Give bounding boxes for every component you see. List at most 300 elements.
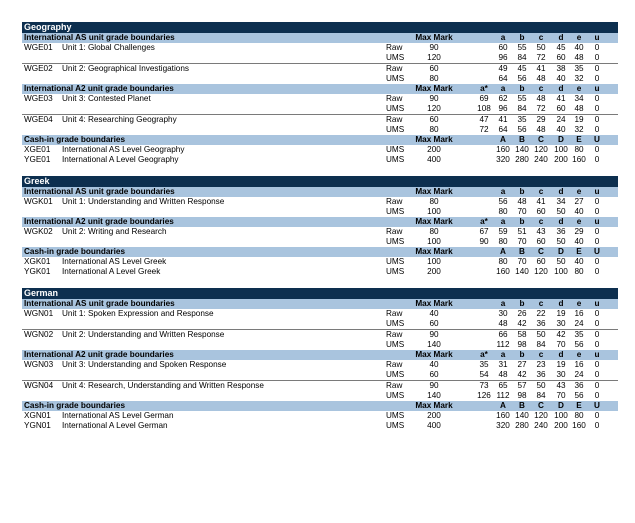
grade-label: E xyxy=(576,247,582,256)
unit-code: WGK02 xyxy=(24,227,53,236)
grade-boundary: 60 xyxy=(556,53,566,62)
grade-boundary: 0 xyxy=(594,381,600,390)
grade-boundary: 140 xyxy=(515,411,529,420)
grade-boundary: 36 xyxy=(536,319,546,328)
grade-label: e xyxy=(576,84,582,93)
grade-label: a* xyxy=(480,217,488,226)
grade-label: A xyxy=(500,247,506,256)
grade-boundary: 90 xyxy=(479,237,489,246)
grade-boundary: 0 xyxy=(594,411,600,420)
grade-boundary: 80 xyxy=(498,207,508,216)
subject-section xyxy=(22,288,618,431)
grade-boundary: 280 xyxy=(515,155,529,164)
block-header-title: International A2 unit grade boundaries xyxy=(24,217,174,226)
grade-boundary: 0 xyxy=(594,360,600,369)
max-mark: 90 xyxy=(429,330,439,339)
grade-label: C xyxy=(538,401,544,410)
grade-label: b xyxy=(519,187,525,196)
table-row xyxy=(22,227,618,237)
grade-label: A xyxy=(500,135,506,144)
grade-boundary: 84 xyxy=(536,340,546,349)
grade-boundary: 42 xyxy=(517,319,527,328)
grade-boundary: 320 xyxy=(496,155,510,164)
grade-label: d xyxy=(558,217,564,226)
grade-boundary: 70 xyxy=(556,391,566,400)
qualification-code: XGN01 xyxy=(24,411,51,420)
grade-boundary: 112 xyxy=(496,391,510,400)
mark-type: UMS xyxy=(386,104,405,113)
unit-code: WGE03 xyxy=(24,94,53,103)
grade-boundary: 160 xyxy=(496,267,510,276)
grade-boundary: 64 xyxy=(498,74,508,83)
max-mark-header: Max Mark xyxy=(415,247,453,256)
mark-type: UMS xyxy=(386,155,405,164)
grade-boundary: 320 xyxy=(496,421,510,430)
max-mark: 400 xyxy=(427,155,441,164)
grade-label: d xyxy=(558,299,564,308)
table-row xyxy=(22,74,618,84)
grade-boundary: 45 xyxy=(556,43,566,52)
grade-boundary: 100 xyxy=(554,411,568,420)
grade-boundary: 56 xyxy=(574,340,584,349)
max-mark: 120 xyxy=(427,53,441,62)
grade-boundary: 96 xyxy=(498,53,508,62)
grade-boundary: 35 xyxy=(574,330,584,339)
grade-label: e xyxy=(576,299,582,308)
grade-boundary: 140 xyxy=(515,267,529,276)
unit-code: WGN02 xyxy=(24,330,54,339)
grade-label: u xyxy=(594,187,600,196)
max-mark: 100 xyxy=(427,237,441,246)
grade-boundary: 160 xyxy=(572,421,586,430)
grade-boundary: 24 xyxy=(574,370,584,379)
grade-boundary: 31 xyxy=(498,360,508,369)
qualification-code: YGK01 xyxy=(24,267,51,276)
mark-type: Raw xyxy=(386,360,403,369)
table-row xyxy=(22,63,618,74)
section-title: Geography xyxy=(22,22,618,33)
grade-label: E xyxy=(576,135,582,144)
grade-boundary: 36 xyxy=(536,370,546,379)
max-mark-header: Max Mark xyxy=(415,84,453,93)
qualification-title: International AS Level Greek xyxy=(62,257,167,266)
unit-title: Unit 4: Researching Geography xyxy=(62,115,177,124)
grade-label: c xyxy=(538,33,544,42)
section-title: German xyxy=(22,288,618,299)
grade-boundary: 45 xyxy=(517,64,527,73)
grade-boundary: 120 xyxy=(534,411,548,420)
table-row xyxy=(22,319,618,329)
unit-title: Unit 3: Contested Planet xyxy=(62,94,151,103)
table-row xyxy=(22,197,618,207)
mark-type: UMS xyxy=(386,53,405,62)
grade-boundary: 30 xyxy=(556,370,566,379)
grade-boundary: 120 xyxy=(534,145,548,154)
grade-boundary: 73 xyxy=(479,381,489,390)
grade-boundary: 0 xyxy=(594,94,600,103)
grade-boundary: 48 xyxy=(498,319,508,328)
grade-boundary: 60 xyxy=(556,104,566,113)
grade-boundary: 16 xyxy=(574,360,584,369)
mark-type: UMS xyxy=(386,207,405,216)
grade-boundary: 35 xyxy=(517,115,527,124)
block-header-title: International AS unit grade boundaries xyxy=(24,33,175,42)
grade-boundary: 24 xyxy=(574,319,584,328)
grade-boundaries-document xyxy=(22,22,618,442)
max-mark: 90 xyxy=(429,94,439,103)
mark-type: UMS xyxy=(386,267,405,276)
unit-title: Unit 1: Understanding and Written Response xyxy=(62,197,225,206)
grade-boundary: 98 xyxy=(517,391,527,400)
grade-boundary: 0 xyxy=(594,104,600,113)
grade-boundary: 80 xyxy=(498,237,508,246)
unit-code: WGN01 xyxy=(24,309,54,318)
grade-boundary: 0 xyxy=(594,145,600,154)
grade-boundary: 0 xyxy=(594,197,600,206)
grade-boundary: 30 xyxy=(498,309,508,318)
grade-boundary: 160 xyxy=(496,411,510,420)
grade-boundary: 48 xyxy=(536,94,546,103)
grade-boundary: 70 xyxy=(517,207,527,216)
qualification-code: XGE01 xyxy=(24,145,51,154)
grade-boundary: 0 xyxy=(594,370,600,379)
grade-boundary: 23 xyxy=(536,360,546,369)
section-title: Greek xyxy=(22,176,618,187)
grade-boundary: 27 xyxy=(574,197,584,206)
grade-boundary: 41 xyxy=(536,197,546,206)
grade-label: a* xyxy=(480,350,488,359)
max-mark: 40 xyxy=(429,309,439,318)
grade-boundary: 50 xyxy=(536,381,546,390)
grade-label: c xyxy=(538,299,544,308)
max-mark: 140 xyxy=(427,340,441,349)
grade-label: d xyxy=(558,350,564,359)
grade-boundary: 51 xyxy=(517,227,527,236)
max-mark: 60 xyxy=(429,115,439,124)
table-row xyxy=(22,267,618,277)
grade-boundary: 19 xyxy=(556,309,566,318)
mark-type: UMS xyxy=(386,421,405,430)
grade-boundary: 72 xyxy=(536,53,546,62)
grade-label: e xyxy=(576,217,582,226)
grade-boundary: 26 xyxy=(517,309,527,318)
grade-label: b xyxy=(519,33,525,42)
grade-label: a* xyxy=(480,84,488,93)
grade-label: D xyxy=(558,401,564,410)
block-header xyxy=(22,135,618,145)
table-row xyxy=(22,309,618,319)
grade-boundary: 0 xyxy=(594,319,600,328)
grade-boundary: 84 xyxy=(517,104,527,113)
grade-boundary: 72 xyxy=(479,125,489,134)
grade-boundary: 43 xyxy=(536,227,546,236)
grade-boundary: 0 xyxy=(594,237,600,246)
block-header xyxy=(22,247,618,257)
grade-boundary: 41 xyxy=(498,115,508,124)
grade-label: c xyxy=(538,217,544,226)
grade-boundary: 200 xyxy=(554,155,568,164)
block-header xyxy=(22,350,618,360)
block-header-title: International A2 unit grade boundaries xyxy=(24,350,174,359)
grade-label: u xyxy=(594,217,600,226)
block-header-title: International A2 unit grade boundaries xyxy=(24,84,174,93)
grade-boundary: 42 xyxy=(517,370,527,379)
mark-type: UMS xyxy=(386,319,405,328)
table-row xyxy=(22,125,618,135)
grade-boundary: 98 xyxy=(517,340,527,349)
grade-label: c xyxy=(538,187,544,196)
max-mark: 140 xyxy=(427,391,441,400)
grade-boundary: 0 xyxy=(594,227,600,236)
grade-boundary: 30 xyxy=(556,319,566,328)
grade-boundary: 70 xyxy=(556,340,566,349)
grade-boundary: 57 xyxy=(517,381,527,390)
grade-boundary: 0 xyxy=(594,421,600,430)
max-mark: 200 xyxy=(427,411,441,420)
qualification-code: YGN01 xyxy=(24,421,51,430)
grade-boundary: 16 xyxy=(574,309,584,318)
mark-type: UMS xyxy=(386,340,405,349)
mark-type: Raw xyxy=(386,227,403,236)
grade-label: B xyxy=(519,401,525,410)
grade-boundary: 50 xyxy=(556,207,566,216)
grade-boundary: 56 xyxy=(517,125,527,134)
grade-boundary: 64 xyxy=(498,125,508,134)
grade-boundary: 0 xyxy=(594,155,600,164)
max-mark: 60 xyxy=(429,370,439,379)
unit-code: WGE02 xyxy=(24,64,53,73)
grade-boundary: 0 xyxy=(594,267,600,276)
max-mark-header: Max Mark xyxy=(415,187,453,196)
unit-title: Unit 2: Writing and Research xyxy=(62,227,167,236)
grade-label: a xyxy=(500,33,506,42)
grade-label: d xyxy=(558,33,564,42)
grade-boundary: 35 xyxy=(479,360,489,369)
max-mark: 200 xyxy=(427,267,441,276)
max-mark-header: Max Mark xyxy=(415,401,453,410)
grade-boundary: 160 xyxy=(496,145,510,154)
grade-label: b xyxy=(519,84,525,93)
grade-boundary: 67 xyxy=(479,227,489,236)
grade-boundary: 56 xyxy=(498,197,508,206)
subject-section xyxy=(22,176,618,277)
grade-boundary: 112 xyxy=(496,340,510,349)
grade-label: b xyxy=(519,299,525,308)
qualification-code: YGE01 xyxy=(24,155,51,164)
grade-boundary: 48 xyxy=(574,53,584,62)
grade-boundary: 62 xyxy=(498,94,508,103)
qualification-title: International A Level Greek xyxy=(62,267,161,276)
block-header xyxy=(22,299,618,309)
max-mark: 400 xyxy=(427,421,441,430)
grade-boundary: 96 xyxy=(498,104,508,113)
unit-code: WGE04 xyxy=(24,115,53,124)
grade-boundary: 19 xyxy=(556,360,566,369)
grade-boundary: 50 xyxy=(536,330,546,339)
grade-boundary: 55 xyxy=(517,43,527,52)
grade-boundary: 41 xyxy=(536,64,546,73)
grade-boundary: 72 xyxy=(536,104,546,113)
mark-type: Raw xyxy=(386,309,403,318)
grade-boundary: 200 xyxy=(554,421,568,430)
table-row xyxy=(22,104,618,114)
table-row xyxy=(22,155,618,165)
unit-title: Unit 1: Spoken Expression and Response xyxy=(62,309,214,318)
unit-title: Unit 4: Research, Understanding and Written Response xyxy=(62,381,264,390)
grade-boundary: 40 xyxy=(556,74,566,83)
max-mark: 120 xyxy=(427,104,441,113)
block-header xyxy=(22,187,618,197)
mark-type: UMS xyxy=(386,411,405,420)
grade-boundary: 80 xyxy=(574,145,584,154)
grade-label: U xyxy=(594,247,600,256)
table-row xyxy=(22,43,618,53)
block-header-title: Cash-in grade boundaries xyxy=(24,247,125,256)
unit-code: WGK01 xyxy=(24,197,53,206)
table-row xyxy=(22,53,618,63)
table-row xyxy=(22,340,618,350)
grade-boundary: 126 xyxy=(477,391,491,400)
grade-boundary: 36 xyxy=(556,227,566,236)
grade-boundary: 60 xyxy=(498,43,508,52)
block-header-title: International AS unit grade boundaries xyxy=(24,299,175,308)
unit-title: Unit 3: Understanding and Spoken Response xyxy=(62,360,227,369)
grade-label: B xyxy=(519,247,525,256)
grade-boundary: 0 xyxy=(594,391,600,400)
grade-boundary: 0 xyxy=(594,43,600,52)
grade-boundary: 140 xyxy=(515,145,529,154)
grade-label: e xyxy=(576,350,582,359)
grade-boundary: 84 xyxy=(517,53,527,62)
grade-boundary: 0 xyxy=(594,207,600,216)
grade-boundary: 70 xyxy=(517,237,527,246)
grade-label: C xyxy=(538,247,544,256)
grade-boundary: 56 xyxy=(517,74,527,83)
grade-boundary: 100 xyxy=(554,145,568,154)
max-mark: 80 xyxy=(429,74,439,83)
grade-boundary: 50 xyxy=(536,43,546,52)
grade-boundary: 48 xyxy=(498,370,508,379)
mark-type: UMS xyxy=(386,74,405,83)
grade-boundary: 65 xyxy=(498,381,508,390)
grade-label: b xyxy=(519,350,525,359)
grade-boundary: 100 xyxy=(554,267,568,276)
grade-boundary: 48 xyxy=(574,104,584,113)
mark-type: UMS xyxy=(386,125,405,134)
grade-boundary: 38 xyxy=(556,64,566,73)
max-mark: 200 xyxy=(427,145,441,154)
max-mark: 80 xyxy=(429,227,439,236)
qualification-title: International A Level German xyxy=(62,421,168,430)
max-mark: 40 xyxy=(429,360,439,369)
grade-boundary: 48 xyxy=(517,197,527,206)
grade-boundary: 48 xyxy=(536,74,546,83)
max-mark: 100 xyxy=(427,207,441,216)
grade-boundary: 0 xyxy=(594,340,600,349)
max-mark: 60 xyxy=(429,319,439,328)
grade-label: a xyxy=(500,350,506,359)
block-header-title: Cash-in grade boundaries xyxy=(24,401,125,410)
mark-type: Raw xyxy=(386,330,403,339)
grade-boundary: 34 xyxy=(574,94,584,103)
max-mark-header: Max Mark xyxy=(415,135,453,144)
grade-boundary: 32 xyxy=(574,74,584,83)
grade-boundary: 0 xyxy=(594,74,600,83)
grade-boundary: 80 xyxy=(574,267,584,276)
grade-label: C xyxy=(538,135,544,144)
table-row xyxy=(22,114,618,125)
grade-boundary: 60 xyxy=(536,207,546,216)
grade-boundary: 280 xyxy=(515,421,529,430)
block-header xyxy=(22,33,618,43)
grade-label: e xyxy=(576,33,582,42)
grade-boundary: 29 xyxy=(574,227,584,236)
grade-label: U xyxy=(594,401,600,410)
block-header xyxy=(22,84,618,94)
grade-label: D xyxy=(558,247,564,256)
grade-boundary: 69 xyxy=(479,94,489,103)
grade-boundary: 48 xyxy=(536,125,546,134)
max-mark-header: Max Mark xyxy=(415,299,453,308)
grade-boundary: 66 xyxy=(498,330,508,339)
grade-label: a xyxy=(500,217,506,226)
grade-boundary: 22 xyxy=(536,309,546,318)
grade-boundary: 120 xyxy=(534,267,548,276)
grade-boundary: 40 xyxy=(574,257,584,266)
grade-label: E xyxy=(576,401,582,410)
mark-type: UMS xyxy=(386,237,405,246)
mark-type: UMS xyxy=(386,391,405,400)
grade-label: A xyxy=(500,401,506,410)
grade-boundary: 40 xyxy=(574,207,584,216)
mark-type: UMS xyxy=(386,257,405,266)
max-mark: 100 xyxy=(427,257,441,266)
grade-boundary: 42 xyxy=(556,330,566,339)
grade-boundary: 56 xyxy=(574,391,584,400)
grade-boundary: 41 xyxy=(556,94,566,103)
table-row xyxy=(22,380,618,391)
grade-boundary: 80 xyxy=(574,411,584,420)
grade-boundary: 29 xyxy=(536,115,546,124)
grade-boundary: 240 xyxy=(534,421,548,430)
subject-section xyxy=(22,22,618,165)
grade-label: c xyxy=(538,84,544,93)
qualification-title: International AS Level German xyxy=(62,411,174,420)
grade-label: a xyxy=(500,187,506,196)
max-mark: 90 xyxy=(429,381,439,390)
grade-boundary: 0 xyxy=(594,125,600,134)
mark-type: Raw xyxy=(386,115,403,124)
unit-title: Unit 2: Geographical Investigations xyxy=(62,64,189,73)
block-header xyxy=(22,401,618,411)
grade-label: B xyxy=(519,135,525,144)
qualification-code: XGK01 xyxy=(24,257,51,266)
grade-boundary: 80 xyxy=(498,257,508,266)
mark-type: Raw xyxy=(386,43,403,52)
grade-boundary: 84 xyxy=(536,391,546,400)
grade-label: a xyxy=(500,299,506,308)
block-header-title: International AS unit grade boundaries xyxy=(24,187,175,196)
block-header-title: Cash-in grade boundaries xyxy=(24,135,125,144)
grade-boundary: 60 xyxy=(536,237,546,246)
grade-boundary: 240 xyxy=(534,155,548,164)
table-row xyxy=(22,237,618,247)
qualification-title: International A Level Geography xyxy=(62,155,179,164)
grade-boundary: 0 xyxy=(594,115,600,124)
grade-boundary: 35 xyxy=(574,64,584,73)
grade-boundary: 40 xyxy=(556,125,566,134)
grade-label: c xyxy=(538,350,544,359)
